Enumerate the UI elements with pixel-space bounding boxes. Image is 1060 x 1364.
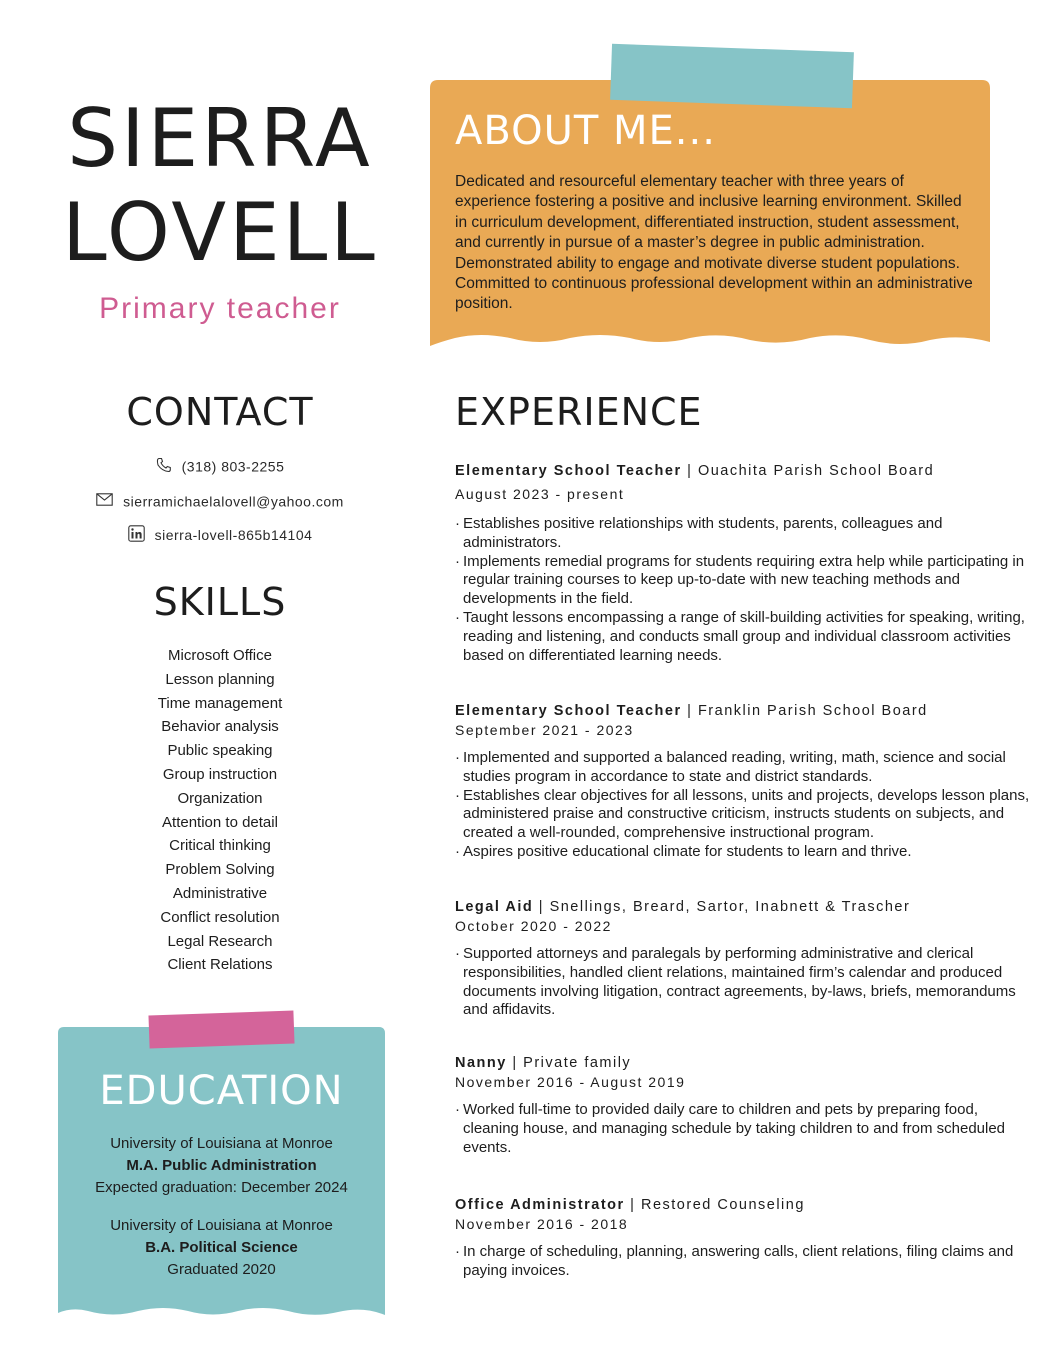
education-degree: M.A. Public Administration <box>126 1157 317 1174</box>
education-degree: B.A. Political Science <box>145 1239 298 1256</box>
job-bullet: · Supported attorneys and paralegals by performing administrative and clerical responsibilities, handled client relations, maintained firm’s calendar and produced documents involving litigation, contract agreements, by-laws, briefs, memorandums and affidavits. <box>455 945 1016 1019</box>
skill-item: Microsoft Office <box>168 647 272 664</box>
email-text: sierramichaelalovell@yahoo.com <box>123 493 344 510</box>
job-org: Franklin Parish School Board <box>697 703 928 719</box>
education-school: University of Louisiana at Monroe <box>110 1217 333 1234</box>
education-heading: EDUCATION <box>99 1068 344 1114</box>
skill-item: Lesson planning <box>165 670 275 688</box>
job-bullets <box>455 945 1030 1020</box>
education-note: Graduated 2020 <box>167 1261 276 1278</box>
skill-item: Administrative <box>172 884 268 902</box>
job-bullets <box>455 1101 1030 1157</box>
skill-item: Organization <box>177 789 263 807</box>
name-first: SIERRA <box>67 92 373 185</box>
job-title-line: Nanny | Private family <box>455 1055 632 1071</box>
job-title-line: Elementary School Teacher | Franklin Parish School Board <box>455 703 928 719</box>
job-title-line: Legal Aid | Snellings, Breard, Sartor, Inabnett & Trascher <box>455 899 911 915</box>
job-title-line: Elementary School Teacher | Ouachita Parish School Board <box>455 463 935 479</box>
job-role: Nanny <box>455 1055 507 1071</box>
mail-icon <box>96 493 113 509</box>
job-entry <box>455 461 1030 665</box>
job-entry <box>455 1053 1030 1157</box>
job-bullet: · In charge of scheduling, planning, answering calls, client relations, filing claims and paying invoices. <box>455 1243 1014 1279</box>
job-org: Snellings, Breard, Sartor, Inabnett & Trascher <box>549 899 911 915</box>
contact-linkedin[interactable] <box>40 525 400 545</box>
skill-item: Conflict resolution <box>160 908 280 926</box>
skills-list <box>40 644 400 977</box>
job-bullet: · Establishes positive relationships with students, parents, colleagues and administrators. <box>455 515 943 551</box>
job-bullets <box>455 1243 1030 1281</box>
skill-item: Attention to detail <box>162 813 278 831</box>
name-last: LOVELL <box>62 186 378 279</box>
contact-heading: CONTACT <box>126 390 314 434</box>
job-dates: August 2023 - present <box>455 486 625 502</box>
skill-item: Public speaking <box>167 742 273 760</box>
job-bullet: · Taught lessons encompassing a range of skill-building activities for speaking, writing, reading and listening, and conducts small group and individual classroom activities based on differentiated learning needs. <box>455 608 1025 664</box>
job-bullet: · Worked full-time to provided daily care to children and pets by preparing food, cleaning house, and managing schedule by taking children to and from scheduled events. <box>455 1101 1006 1156</box>
experience-heading: EXPERIENCE <box>455 390 703 434</box>
education-entry <box>58 1215 385 1281</box>
job-dates: November 2016 - August 2019 <box>455 1074 686 1090</box>
contact-phone[interactable] <box>40 457 400 476</box>
education-school: University of Louisiana at Monroe <box>110 1135 333 1152</box>
skill-item: Problem Solving <box>165 861 275 879</box>
job-entry <box>455 701 1030 862</box>
job-org: Private family <box>523 1055 632 1071</box>
education-note: Expected graduation: December 2024 <box>95 1179 348 1196</box>
linkedin-text: sierra-lovell-865b14104 <box>154 527 313 543</box>
job-bullet: · Aspires positive educational climate for students to learn and thrive. <box>455 842 912 860</box>
skill-item: Time management <box>157 694 283 712</box>
job-role: Elementary School Teacher <box>455 703 682 719</box>
tape-decoration-pink <box>148 1010 294 1048</box>
skill-item: Legal Research <box>167 932 273 950</box>
name-heading <box>40 92 400 280</box>
job-org: Restored Counseling <box>640 1197 805 1213</box>
tape-decoration-blue <box>610 44 854 108</box>
education-entry <box>58 1133 385 1199</box>
skill-item: Group instruction <box>162 765 278 783</box>
role-subtitle: Primary teacher <box>99 292 341 325</box>
phone-text: (318) 803-2255 <box>181 458 285 475</box>
job-bullets <box>455 749 1030 862</box>
job-dates: November 2016 - 2018 <box>455 1216 629 1232</box>
job-role: Office Administrator <box>455 1197 625 1213</box>
job-dates: September 2021 - 2023 <box>455 722 634 738</box>
job-bullets <box>455 515 1030 665</box>
contact-email[interactable] <box>40 492 400 509</box>
job-title-line: Office Administrator | Restored Counseling <box>455 1197 805 1213</box>
job-bullet: · Establishes clear objectives for all lessons, units and projects, develops lesson plans, administered praise and constructive criticism, instructs students on subjects, and created a well-rounded, comprehensive instructional program. <box>455 786 1030 842</box>
job-entry <box>455 897 1030 1020</box>
about-text: Dedicated and resourceful elementary teacher with three years of experience fostering a positive and inclusive learning environment. Skilled in curriculum development, differentiated instruction, student assessment, and currently in pursue of a master’s degree in public administration. Demonstrated ability to engage and motivate diverse student populations. Committed to continuous professional development within an administrative position. <box>455 173 973 313</box>
job-role: Elementary School Teacher <box>455 463 682 479</box>
job-bullet: · Implements remedial programs for students requiring extra help while participating in regular training courses to keep up-to-date with new teaching methods and developments in the field. <box>455 552 1025 608</box>
skill-item: Client Relations <box>167 956 273 974</box>
skill-item: Critical thinking <box>169 837 271 855</box>
job-entry <box>455 1195 1030 1281</box>
job-role: Legal Aid <box>455 899 534 915</box>
job-dates: October 2020 - 2022 <box>455 918 612 934</box>
skills-heading: SKILLS <box>153 580 287 624</box>
about-title: ABOUT ME... <box>455 108 716 154</box>
phone-icon <box>156 457 172 476</box>
skill-item: Behavior analysis <box>161 718 279 736</box>
linkedin-icon <box>128 525 145 545</box>
job-org: Ouachita Parish School Board <box>697 463 935 479</box>
job-bullet: · Implemented and supported a balanced reading, writing, math, science and social studies program in accordance to state and district standards. <box>455 749 1006 785</box>
